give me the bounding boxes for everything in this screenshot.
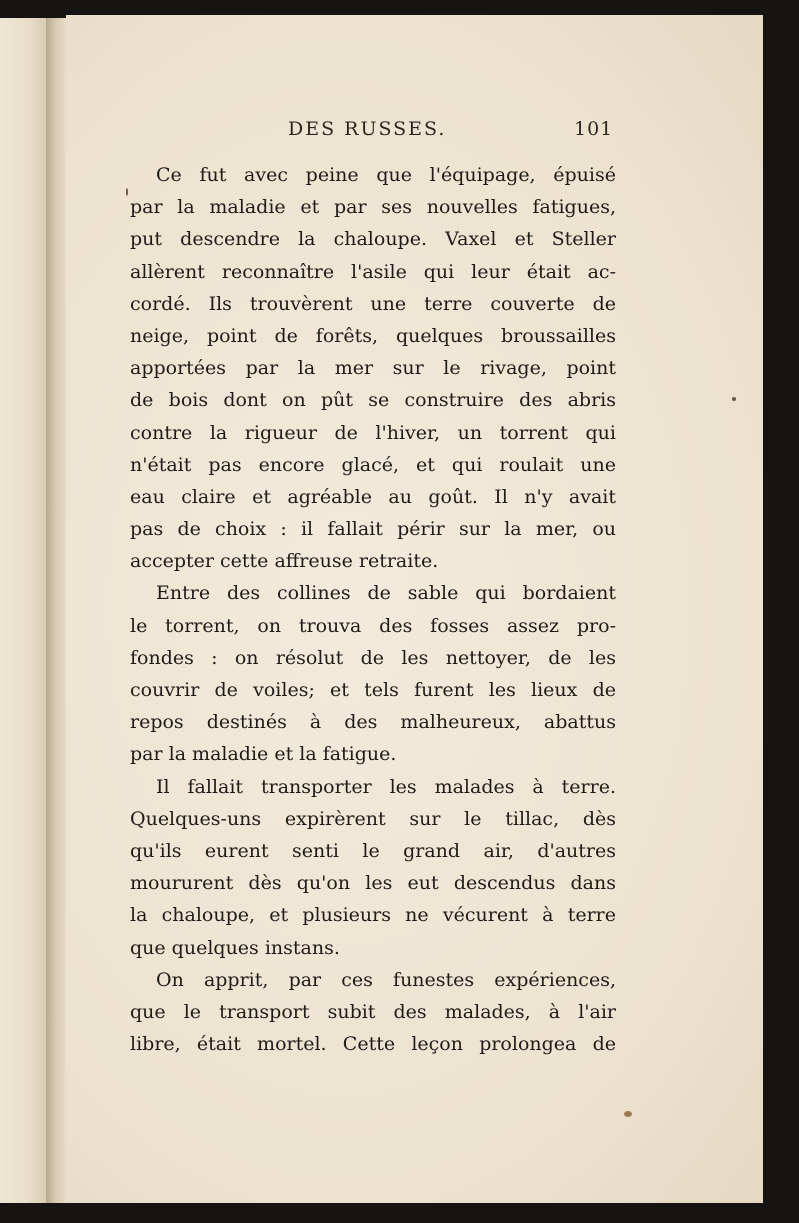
text-line: Entre des collines de sable qui bordaient: [156, 582, 616, 605]
text-line: qu'ils eurent senti le grand air, d'autres: [130, 839, 616, 862]
text-line: que quelques instans.: [130, 936, 340, 959]
text-line: Ce fut avec peine que l'équipage, épuisé: [156, 164, 616, 186]
text-line: apportées par la mer sur le rivage, point: [130, 357, 616, 380]
text-line: couvrir de voiles; et tels furent les lieux de: [130, 679, 616, 701]
text-line: cordé. Ils trouvèrent une terre couverte de: [130, 292, 616, 315]
text-line: repos destinés à des malheureux, abattus: [130, 711, 616, 734]
text-line: n'était pas encore glacé, et qui roulait une: [130, 453, 616, 476]
text-line: le torrent, on trouva des fosses assez pro-: [130, 614, 616, 637]
text-line: eau claire et agréable au goût. Il n'y avait: [130, 485, 616, 508]
book-page: [66, 15, 763, 1203]
text-line: par la maladie et la fatigue.: [130, 743, 397, 766]
scan-speck: [732, 397, 736, 401]
left-page-edge: [0, 18, 47, 1203]
text-line: de bois dont on pût se construire des abris: [130, 389, 616, 412]
text-line: fondes : on résolut de les nettoyer, de les: [130, 646, 616, 669]
page-number: 101: [574, 118, 614, 140]
text-line: put descendre la chaloupe. Vaxel et Steller: [130, 228, 616, 251]
text-line: allèrent reconnaître l'asile qui leur était ac-: [130, 260, 616, 283]
text-line: Quelques-uns expirèrent sur le tillac, dès: [130, 807, 616, 830]
text-line: par la maladie et par ses nouvelles fatigues,: [130, 196, 616, 219]
page-header: [66, 118, 763, 148]
text-line: la chaloupe, et plusieurs ne vécurent à terre: [130, 904, 616, 927]
text-line: que le transport subit des malades, à l'air: [130, 1000, 616, 1023]
book-gutter: [46, 18, 66, 1203]
text-line: pas de choix : il fallait périr sur la mer, ou: [130, 518, 616, 541]
text-line: accepter cette affreuse retraite.: [130, 550, 439, 573]
text-line: contre la rigueur de l'hiver, un torrent qui: [130, 421, 616, 444]
text-line: moururent dès qu'on les eut descendus dans: [130, 872, 616, 895]
scan-speck: [126, 188, 128, 196]
text-line: On apprit, par ces funestes expériences,: [156, 968, 616, 991]
running-head: DES RUSSES.: [288, 118, 447, 140]
page-body: [130, 159, 616, 1060]
text-line: Il fallait transporter les malades à terre.: [156, 775, 616, 798]
text-line: neige, point de forêts, quelques broussailles: [130, 324, 616, 347]
scan-speck: [624, 1111, 632, 1117]
text-line: libre, était mortel. Cette leçon prolongea de: [130, 1033, 616, 1056]
